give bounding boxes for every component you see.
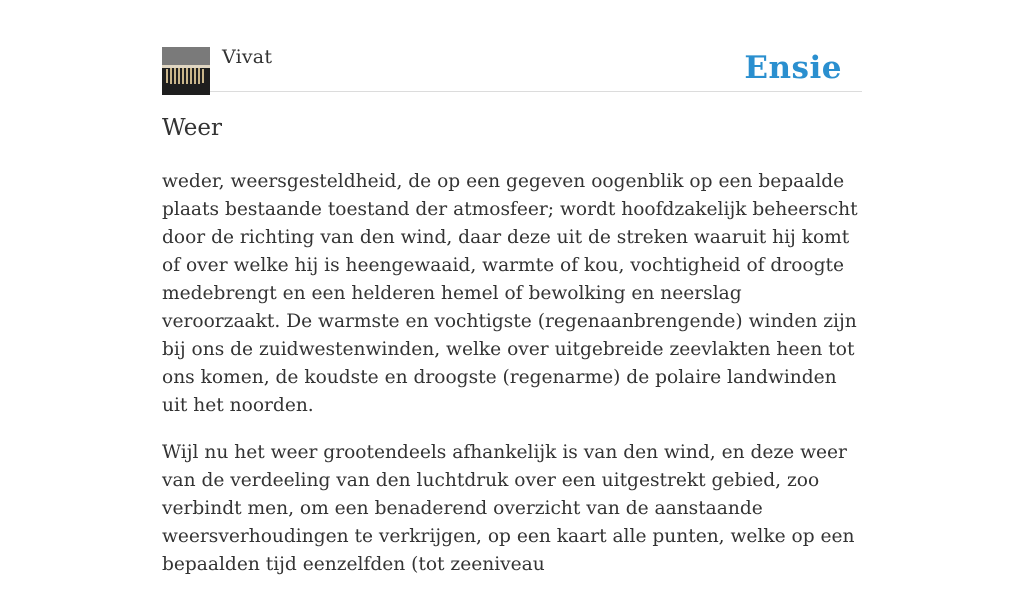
article-body xyxy=(162,168,862,598)
avatar-image xyxy=(162,47,210,95)
header xyxy=(162,0,862,92)
page-container xyxy=(162,0,862,575)
author-name[interactable]: Vivat xyxy=(222,46,273,68)
article-paragraph: weder, weersgesteldheid, de op een gegeven oogenblik op een bepaalde plaats bestaande toestand der atmosfeer; wordt hoofdzakelijk beheerscht door de richting van den wind, daar deze uit de streken waaruit hij komt of over welke hij is heengewaaid, warmte of kou, vochtigheid of droogte medebrengt en een helderen hemel of bewolking en neerslag veroorzaakt. De warmste en vochtigste (regenaanbrengende) winden zijn bij ons de zuidwestenwinden, welke over uitgebreide zeevlakten heen tot ons komen, de koudste en droogste (regenarme) de polaire landwinden uit het noorden. xyxy=(162,171,858,416)
article-title: Weer xyxy=(162,115,222,141)
brand-logo[interactable]: Ensie xyxy=(744,50,842,86)
author-avatar[interactable] xyxy=(162,47,210,95)
article-paragraph: Wijl nu het weer grootendeels afhankelijk is van den wind, en deze weer van de verdeeling van den luchtdruk over een uitgestrekt gebied, zoo verbindt men, om een benaderend overzicht van de aanstaande weersverhoudingen te verkrijgen, op een kaart alle punten, welke op een bepaalden tijd eenzelfden (tot zeeniveau xyxy=(162,442,855,575)
